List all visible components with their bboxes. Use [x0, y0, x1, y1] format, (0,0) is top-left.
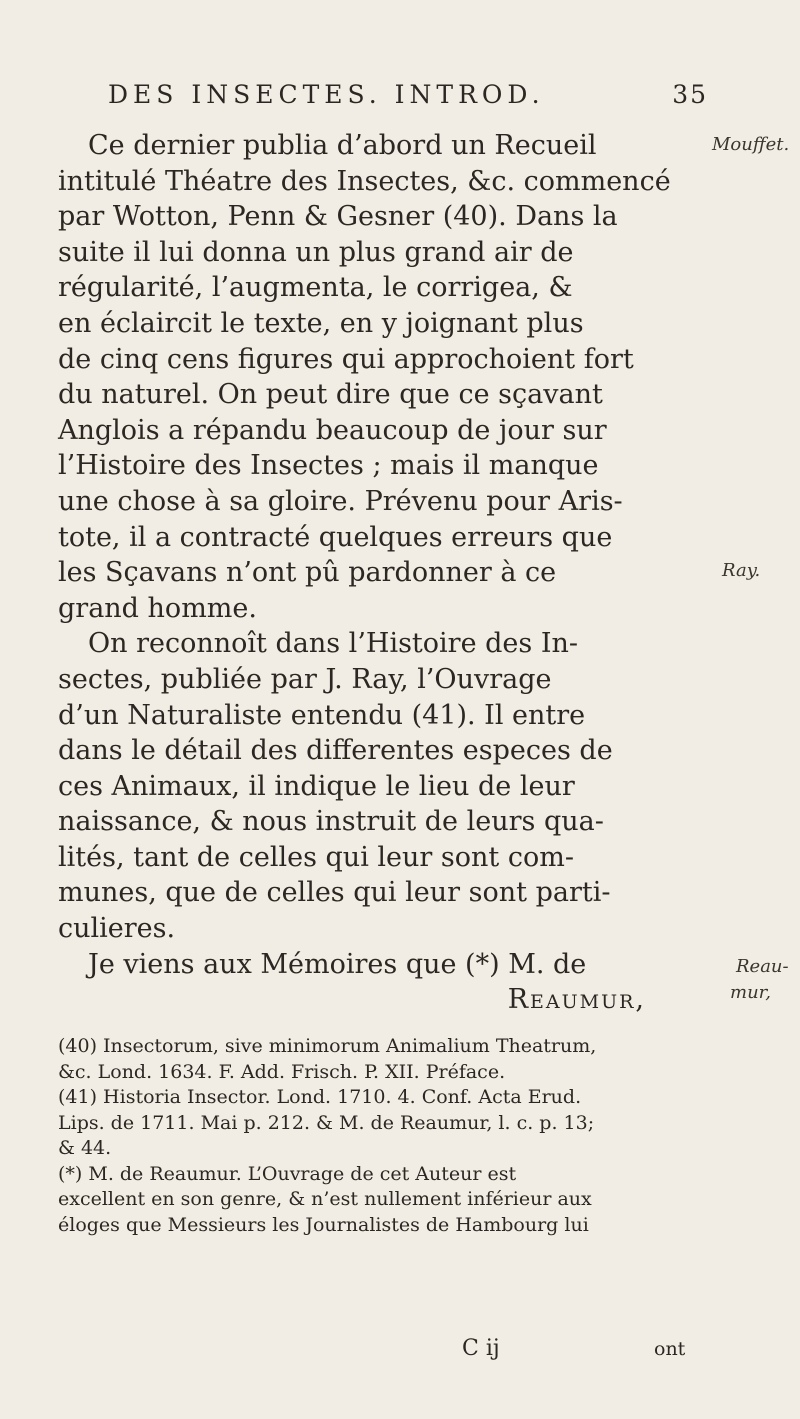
- body-line: ces Animaux, il indique le lieu de leur: [58, 770, 575, 802]
- signature-mark: C ij: [462, 1336, 500, 1361]
- body-line: dans le détail des differentes especes de: [58, 735, 613, 767]
- body-line: du naturel. On peut dire que ce sçavant: [58, 379, 603, 411]
- running-head: [108, 80, 708, 109]
- body-line: Ce dernier publia d’abord un Recueil: [88, 130, 597, 161]
- body-line: tote, il a contracté quelques erreurs que: [58, 521, 613, 553]
- page-number: 35: [672, 80, 708, 109]
- body-line: sectes, publiée par J. Ray, l’Ouvrage: [58, 663, 552, 695]
- body-line: intitulé Théatre des Insectes, &c. commencé: [58, 165, 671, 197]
- footnote-line: & 44.: [58, 1137, 112, 1159]
- margin-note-reaumur-1: Reau-: [736, 956, 789, 977]
- body-line: grand homme.: [58, 592, 257, 624]
- footnote-line: éloges que Messieurs les Journalistes de Hambourg lui: [58, 1213, 589, 1236]
- body-line: naissance, & nous instruit de leurs qua-: [58, 806, 604, 838]
- body-line: régularité, l’augmenta, le corrigea, &: [58, 272, 573, 304]
- body-line: lités, tant de celles qui leur sont com-: [58, 841, 574, 873]
- body-line: suite il lui donna un plus grand air de: [58, 236, 574, 268]
- body-line: les Sçavans n’ont pû pardonner à ce: [58, 557, 557, 589]
- body-line: Reaumur,: [507, 984, 646, 1016]
- footnote-line: (*) M. de Reaumur. L’Ouvrage de cet Auteur est: [58, 1162, 517, 1185]
- margin-note-mouffet: Mouffet.: [712, 134, 790, 155]
- body-line: On reconnoît dans l’Histoire des In-: [88, 628, 579, 660]
- footnote-line: &c. Lond. 1634. F. Add. Frisch. P. XII. Préface.: [58, 1060, 506, 1083]
- catchword: ont: [654, 1338, 686, 1360]
- body-line: munes, que de celles qui leur sont parti-: [58, 877, 611, 909]
- body-line: culieres.: [58, 913, 176, 945]
- body-line: d’un Naturaliste entendu (41). Il entre: [58, 699, 586, 731]
- footnote-line: (40) Insectorum, sive minimorum Animalium Theatrum,: [58, 1035, 597, 1057]
- footnote-line: Lips. de 1711. Mai p. 212. & M. de Reaumur, l. c. p. 13;: [58, 1111, 595, 1134]
- body-line: par Wotton, Penn & Gesner (40). Dans la: [58, 201, 618, 233]
- running-head-title: DES INSECTES. INTROD.: [108, 80, 545, 109]
- body-line: une chose à sa gloire. Prévenu pour Aris-: [58, 485, 623, 517]
- footnote-line: excellent en son genre, & n’est nullement inférieur aux: [58, 1188, 592, 1210]
- margin-note-reaumur-2: mur,: [730, 982, 772, 1003]
- body-text: [58, 128, 686, 1018]
- body-line: de cinq cens figures qui approchoient fort: [58, 343, 634, 375]
- body-line: en éclaircit le texte, en y joignant plus: [58, 307, 584, 339]
- footnotes: [58, 1034, 698, 1238]
- body-line: l’Histoire des Insectes ; mais il manque: [58, 450, 599, 482]
- footnote-line: (41) Historia Insector. Lond. 1710. 4. Conf. Acta Erud.: [58, 1086, 582, 1108]
- body-line: Je viens aux Mémoires que (*) M. de: [88, 948, 587, 980]
- margin-note-ray: Ray.: [722, 560, 761, 581]
- body-line: Anglois a répandu beaucoup de jour sur: [58, 414, 607, 446]
